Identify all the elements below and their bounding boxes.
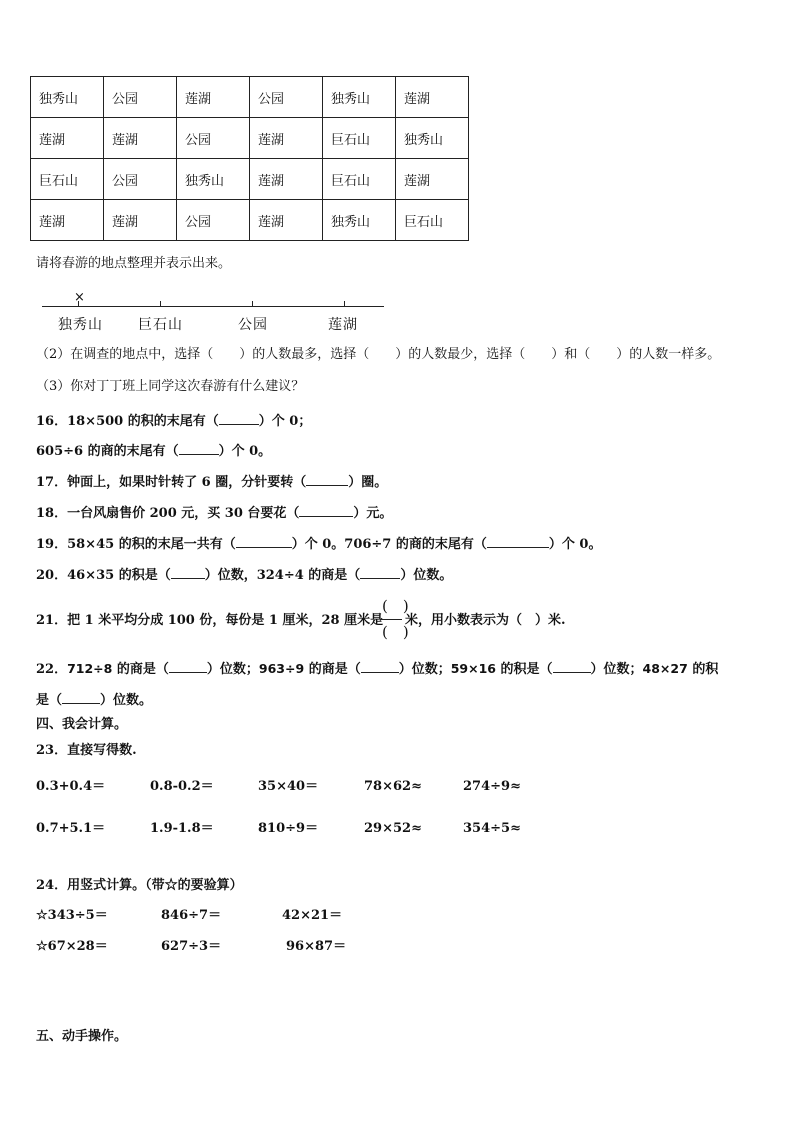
axis-label-dxs: 独秀山 <box>58 317 103 333</box>
question-part-3: （3）你对丁丁班上同学这次春游有什么建议？ <box>36 379 305 394</box>
mental-calc-item: 0.3+0.4＝ <box>36 779 106 794</box>
table-row <box>31 118 469 159</box>
answer-blank[interactable] <box>179 442 219 455</box>
table-cell: 巨石山 <box>31 159 104 200</box>
table-cell: 独秀山 <box>31 77 104 118</box>
table-cell: 公园 <box>250 77 323 118</box>
survey-table-body <box>31 77 469 241</box>
mental-calc-item: 29×52≈ <box>364 821 422 836</box>
question-24: 24．用竖式计算。（带☆的要验算） <box>36 878 243 893</box>
section-4-heading: 四、我会计算。 <box>36 717 128 732</box>
table-cell: 公园 <box>104 77 177 118</box>
q16b-post: ）个 0。 <box>218 444 272 459</box>
table-cell: 公园 <box>177 200 250 241</box>
table-cell: 莲湖 <box>31 200 104 241</box>
table-row <box>31 200 469 241</box>
q22-text: 的商是（ <box>112 662 169 677</box>
answer-blank[interactable] <box>360 566 400 579</box>
q22-line2-pre: 是（ <box>36 693 63 708</box>
question-17 <box>36 473 387 491</box>
table-cell: 独秀山 <box>177 159 250 200</box>
table-row <box>31 77 469 118</box>
axis-label-jss: 巨石山 <box>138 317 183 333</box>
tally-mark: × <box>74 290 85 305</box>
table-cell: 莲湖 <box>396 159 469 200</box>
q22-text: ）位数； <box>398 662 451 677</box>
question-18 <box>36 504 392 522</box>
fraction-bar <box>380 619 402 620</box>
table-cell: 独秀山 <box>396 118 469 159</box>
q19-post: ）个 0。 <box>548 537 602 552</box>
answer-blank[interactable] <box>361 660 399 673</box>
question-22-line2 <box>36 691 152 709</box>
table-cell: 巨石山 <box>323 118 396 159</box>
answer-blank[interactable] <box>219 412 259 425</box>
fraction-numerator: ( ) <box>382 597 409 615</box>
q18-pre: 18．一台风扇售价 200 元，买 30 台要花（ <box>36 506 300 521</box>
q19-pre: 19．58×45 的积的末尾一共有（ <box>36 537 236 552</box>
q18-post: ）元。 <box>353 506 393 521</box>
table-cell: 巨石山 <box>323 159 396 200</box>
vertical-calc-item: 846÷7＝ <box>161 908 222 923</box>
vertical-calc-item: 96×87＝ <box>286 939 347 954</box>
q22-line2-post: ）位数。 <box>100 693 153 708</box>
table-cell: 莲湖 <box>104 200 177 241</box>
axis-label-park: 公园 <box>238 317 268 333</box>
question-23: 23．直接写得数. <box>36 743 137 758</box>
question-part-2: （2）在调查的地点中，选择（ ）的人数最多，选择（ ）的人数最少，选择（ ）和（ ）的人数一样多。 <box>36 347 721 362</box>
mental-calc-item: 274÷9≈ <box>463 779 521 794</box>
answer-blank[interactable] <box>306 473 348 486</box>
q22-text: ）位数； <box>206 662 259 677</box>
section-5-heading: 五、动手操作。 <box>36 1029 128 1044</box>
axis-tick <box>252 301 253 306</box>
q22-text: 的积是（ <box>495 662 553 677</box>
q16a-pre: 16．18×500 的积的末尾有（ <box>36 414 219 429</box>
table-cell: 莲湖 <box>250 159 323 200</box>
q22-expr-1: 712÷8 <box>67 661 113 676</box>
vertical-calc-item: 42×21＝ <box>282 908 343 923</box>
answer-blank[interactable] <box>171 566 205 579</box>
axis-label-lake: 莲湖 <box>328 317 358 333</box>
q20-pre: 20．46×35 的积是（ <box>36 568 171 583</box>
vertical-calc-item: ☆67×28＝ <box>36 939 108 954</box>
mental-calc-item: 1.9-1.8＝ <box>150 821 214 836</box>
axis-tick <box>344 301 345 306</box>
q22-expr-4: 48×27 <box>642 661 688 676</box>
axis-tick <box>160 301 161 306</box>
vertical-calc-item: 627÷3＝ <box>161 939 222 954</box>
answer-blank[interactable] <box>236 535 292 548</box>
mental-calc-item: 354÷5≈ <box>463 821 521 836</box>
table-cell: 独秀山 <box>323 200 396 241</box>
axis-tick <box>78 301 79 306</box>
question-16b <box>36 442 271 460</box>
table-cell: 莲湖 <box>31 118 104 159</box>
q22-num: 22． <box>36 662 68 677</box>
survey-table <box>30 76 469 241</box>
q22-expr-3: 59×16 <box>450 661 496 676</box>
question-21-post: 米，用小数表示为（ ）米. <box>405 613 566 628</box>
q17-pre: 17．钟面上，如果时针转了 6 圈，分针要转（ <box>36 475 307 490</box>
vertical-calc-item: ☆343÷5＝ <box>36 908 108 923</box>
question-16a <box>36 412 311 430</box>
answer-blank[interactable] <box>169 660 207 673</box>
question-21-pre: 21．把 1 米平均分成 100 份，每份是 1 厘米，28 厘米是 <box>36 613 384 628</box>
table-cell: 莲湖 <box>104 118 177 159</box>
table-cell: 莲湖 <box>250 200 323 241</box>
answer-blank[interactable] <box>62 691 100 704</box>
table-cell: 莲湖 <box>250 118 323 159</box>
mental-calc-item: 78×62≈ <box>364 779 422 794</box>
q16b-pre: 605÷6 的商的末尾有（ <box>36 444 179 459</box>
answer-blank[interactable] <box>553 660 591 673</box>
table-row <box>31 159 469 200</box>
fraction-denominator: ( ) <box>382 623 409 641</box>
table-cell: 巨石山 <box>396 200 469 241</box>
category-axis-line <box>42 306 384 307</box>
mental-calc-item: 810÷9＝ <box>258 821 319 836</box>
q16a-post: ）个 0； <box>258 414 312 429</box>
q17-post: ）圈。 <box>348 475 388 490</box>
answer-blank[interactable] <box>299 504 353 517</box>
q22-expr-2: 963÷9 <box>258 661 305 676</box>
table-cell: 公园 <box>104 159 177 200</box>
instruction-text: 请将春游的地点整理并表示出来。 <box>36 256 232 271</box>
question-20 <box>36 566 452 584</box>
table-cell: 莲湖 <box>396 77 469 118</box>
q20-post: ）位数。 <box>400 568 453 583</box>
table-cell: 莲湖 <box>177 77 250 118</box>
answer-blank[interactable] <box>487 535 549 548</box>
question-19 <box>36 535 601 553</box>
q19-mid: ）个 0。706÷7 的商的末尾有（ <box>291 537 487 552</box>
table-cell: 独秀山 <box>323 77 396 118</box>
table-cell: 公园 <box>177 118 250 159</box>
q22-text: 的积 <box>687 662 719 677</box>
fraction-blank[interactable] <box>380 597 409 643</box>
question-22-line1 <box>36 660 718 678</box>
mental-calc-item: 35×40＝ <box>258 779 319 794</box>
mental-calc-item: 0.8-0.2＝ <box>150 779 214 794</box>
q20-mid: ）位数，324÷4 的商是（ <box>204 568 361 583</box>
q22-text: 的商是（ <box>304 662 361 677</box>
mental-calc-item: 0.7+5.1＝ <box>36 821 106 836</box>
q22-text: ）位数； <box>590 662 643 677</box>
